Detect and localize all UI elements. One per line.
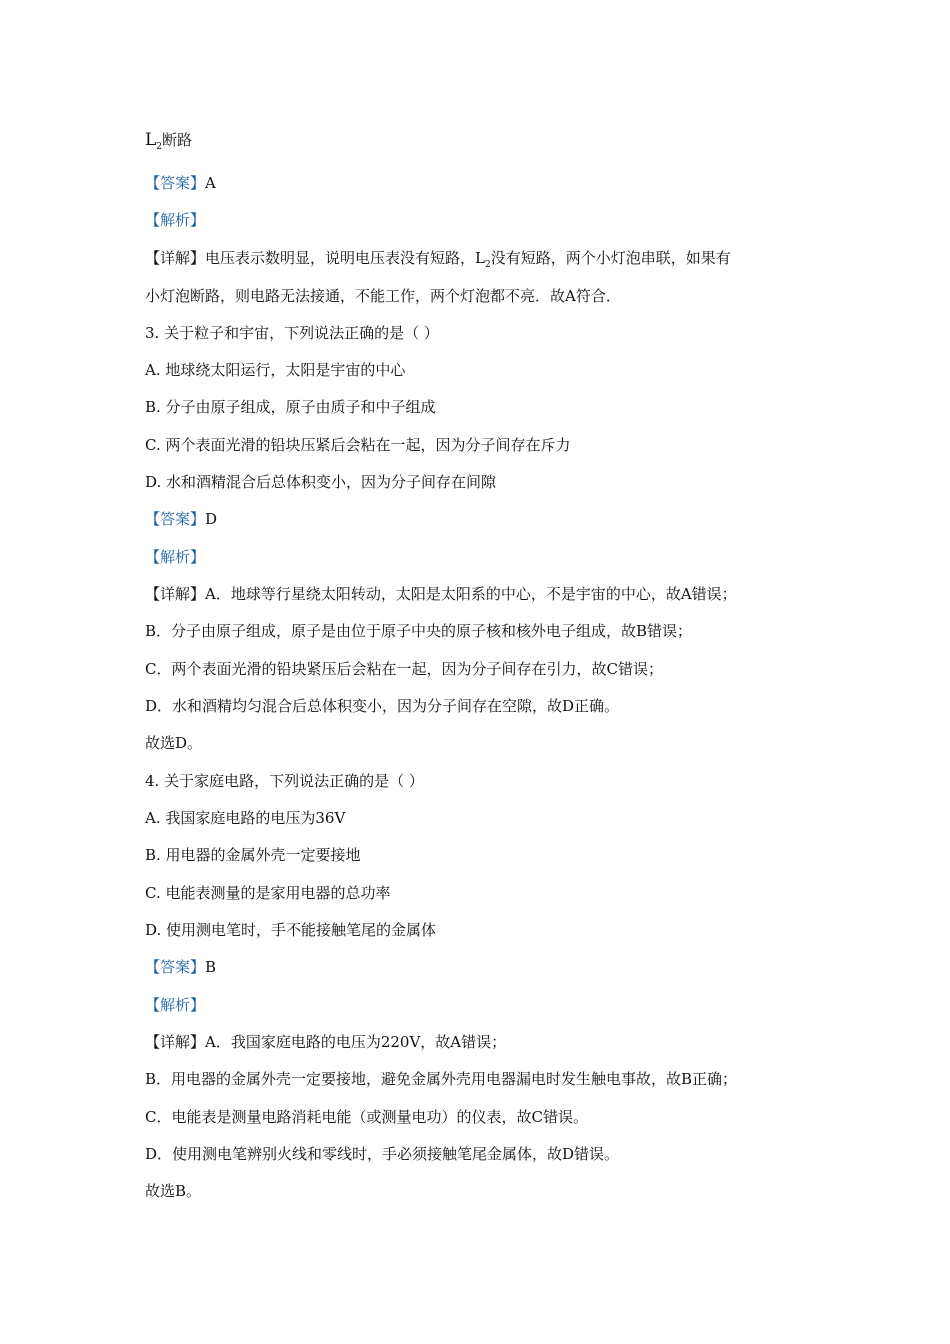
detail-tag: 【详解】: [145, 585, 206, 603]
q4-analysis-line: [145, 995, 205, 1015]
answer-value: B: [205, 958, 217, 976]
q2-analysis-line: [145, 210, 205, 230]
analysis-tag: 【解析】: [145, 996, 206, 1014]
q4-conclusion: 故选B。: [145, 1182, 202, 1200]
q4-detail-d: D．使用测电笔辨别火线和零线时，手必须接触笔尾金属体，故D错误。: [145, 1145, 620, 1163]
detail-text: A．我国家庭电路的电压为220V，故A错误；: [205, 1033, 507, 1051]
q4-answer-line: [145, 957, 216, 977]
detail-text: 没有短路，两个小灯泡串联，如果有: [490, 249, 731, 267]
analysis-tag: 【解析】: [145, 211, 206, 229]
q4-stem: 4. 关于家庭电路，下列说法正确的是（ ）: [145, 772, 424, 790]
detail-tag: 【详解】: [145, 249, 206, 267]
q4-option-a: A. 我国家庭电路的电压为36V: [145, 809, 346, 827]
q3-option-c: C. 两个表面光滑的铅块压紧后会粘在一起，因为分子间存在斥力: [145, 436, 571, 454]
analysis-tag: 【解析】: [145, 548, 206, 566]
q3-analysis-line: [145, 547, 205, 567]
l-symbol: L: [145, 130, 157, 150]
l-subscript: 2: [156, 142, 163, 152]
answer-tag: 【答案】: [145, 174, 206, 192]
q3-option-d: D. 水和酒精混合后总体积变小，因为分子间存在间隙: [145, 473, 497, 491]
detail-text: A．地球等行星绕太阳转动，太阳是太阳系的中心，不是宇宙的中心，故A错误；: [205, 585, 737, 603]
answer-tag: 【答案】: [145, 958, 206, 976]
q3-detail-b: B．分子由原子组成，原子是由位于原子中央的原子核和核外电子组成，故B错误；: [145, 622, 693, 640]
answer-tag: 【答案】: [145, 510, 206, 528]
q3-conclusion: 故选D。: [145, 734, 203, 752]
answer-value: D: [205, 510, 218, 528]
q4-detail-a: [145, 1032, 506, 1052]
q2-detail-line-1: [145, 248, 731, 275]
detail-text: 电压表示数明显，说明电压表没有短路，L: [205, 249, 485, 267]
q4-detail-c: C．电能表是测量电路消耗电能（或测量电功）的仪表，故C错误。: [145, 1108, 588, 1126]
q2-answer-line: [145, 173, 216, 193]
option-d-l2-open: [145, 130, 192, 157]
detail-text: 小灯泡断路，则电路无法接通，不能工作，两个灯泡都不亮．故A符合．: [145, 287, 621, 305]
q2-detail-line-2: [145, 286, 621, 306]
q4-detail-b: B．用电器的金属外壳一定要接地，避免金属外壳用电器漏电时发生触电事故，故B正确；: [145, 1070, 738, 1088]
q4-option-c: C. 电能表测量的是家用电器的总功率: [145, 884, 391, 902]
q3-stem: 3. 关于粒子和宇宙，下列说法正确的是（ ）: [145, 324, 439, 342]
answer-value: A: [205, 174, 216, 192]
q3-option-b: B. 分子由原子组成，原子由质子和中子组成: [145, 398, 436, 416]
q3-detail-a: [145, 584, 737, 604]
detail-tag: 【详解】: [145, 1033, 206, 1051]
option-text: 断路: [162, 131, 193, 149]
q3-detail-d: D．水和酒精均匀混合后总体积变小，因为分子间存在空隙，故D正确。: [145, 697, 620, 715]
q4-option-d: D. 使用测电笔时，手不能接触笔尾的金属体: [145, 921, 437, 939]
q3-option-a: A. 地球绕太阳运行，太阳是宇宙的中心: [145, 361, 406, 379]
q3-answer-line: [145, 509, 217, 529]
l-subscript: 2: [484, 260, 491, 270]
q3-detail-c: C．两个表面光滑的铅块紧压后会粘在一起，因为分子间存在引力，故C错误；: [145, 660, 663, 678]
q4-option-b: B. 用电器的金属外壳一定要接地: [145, 846, 361, 864]
